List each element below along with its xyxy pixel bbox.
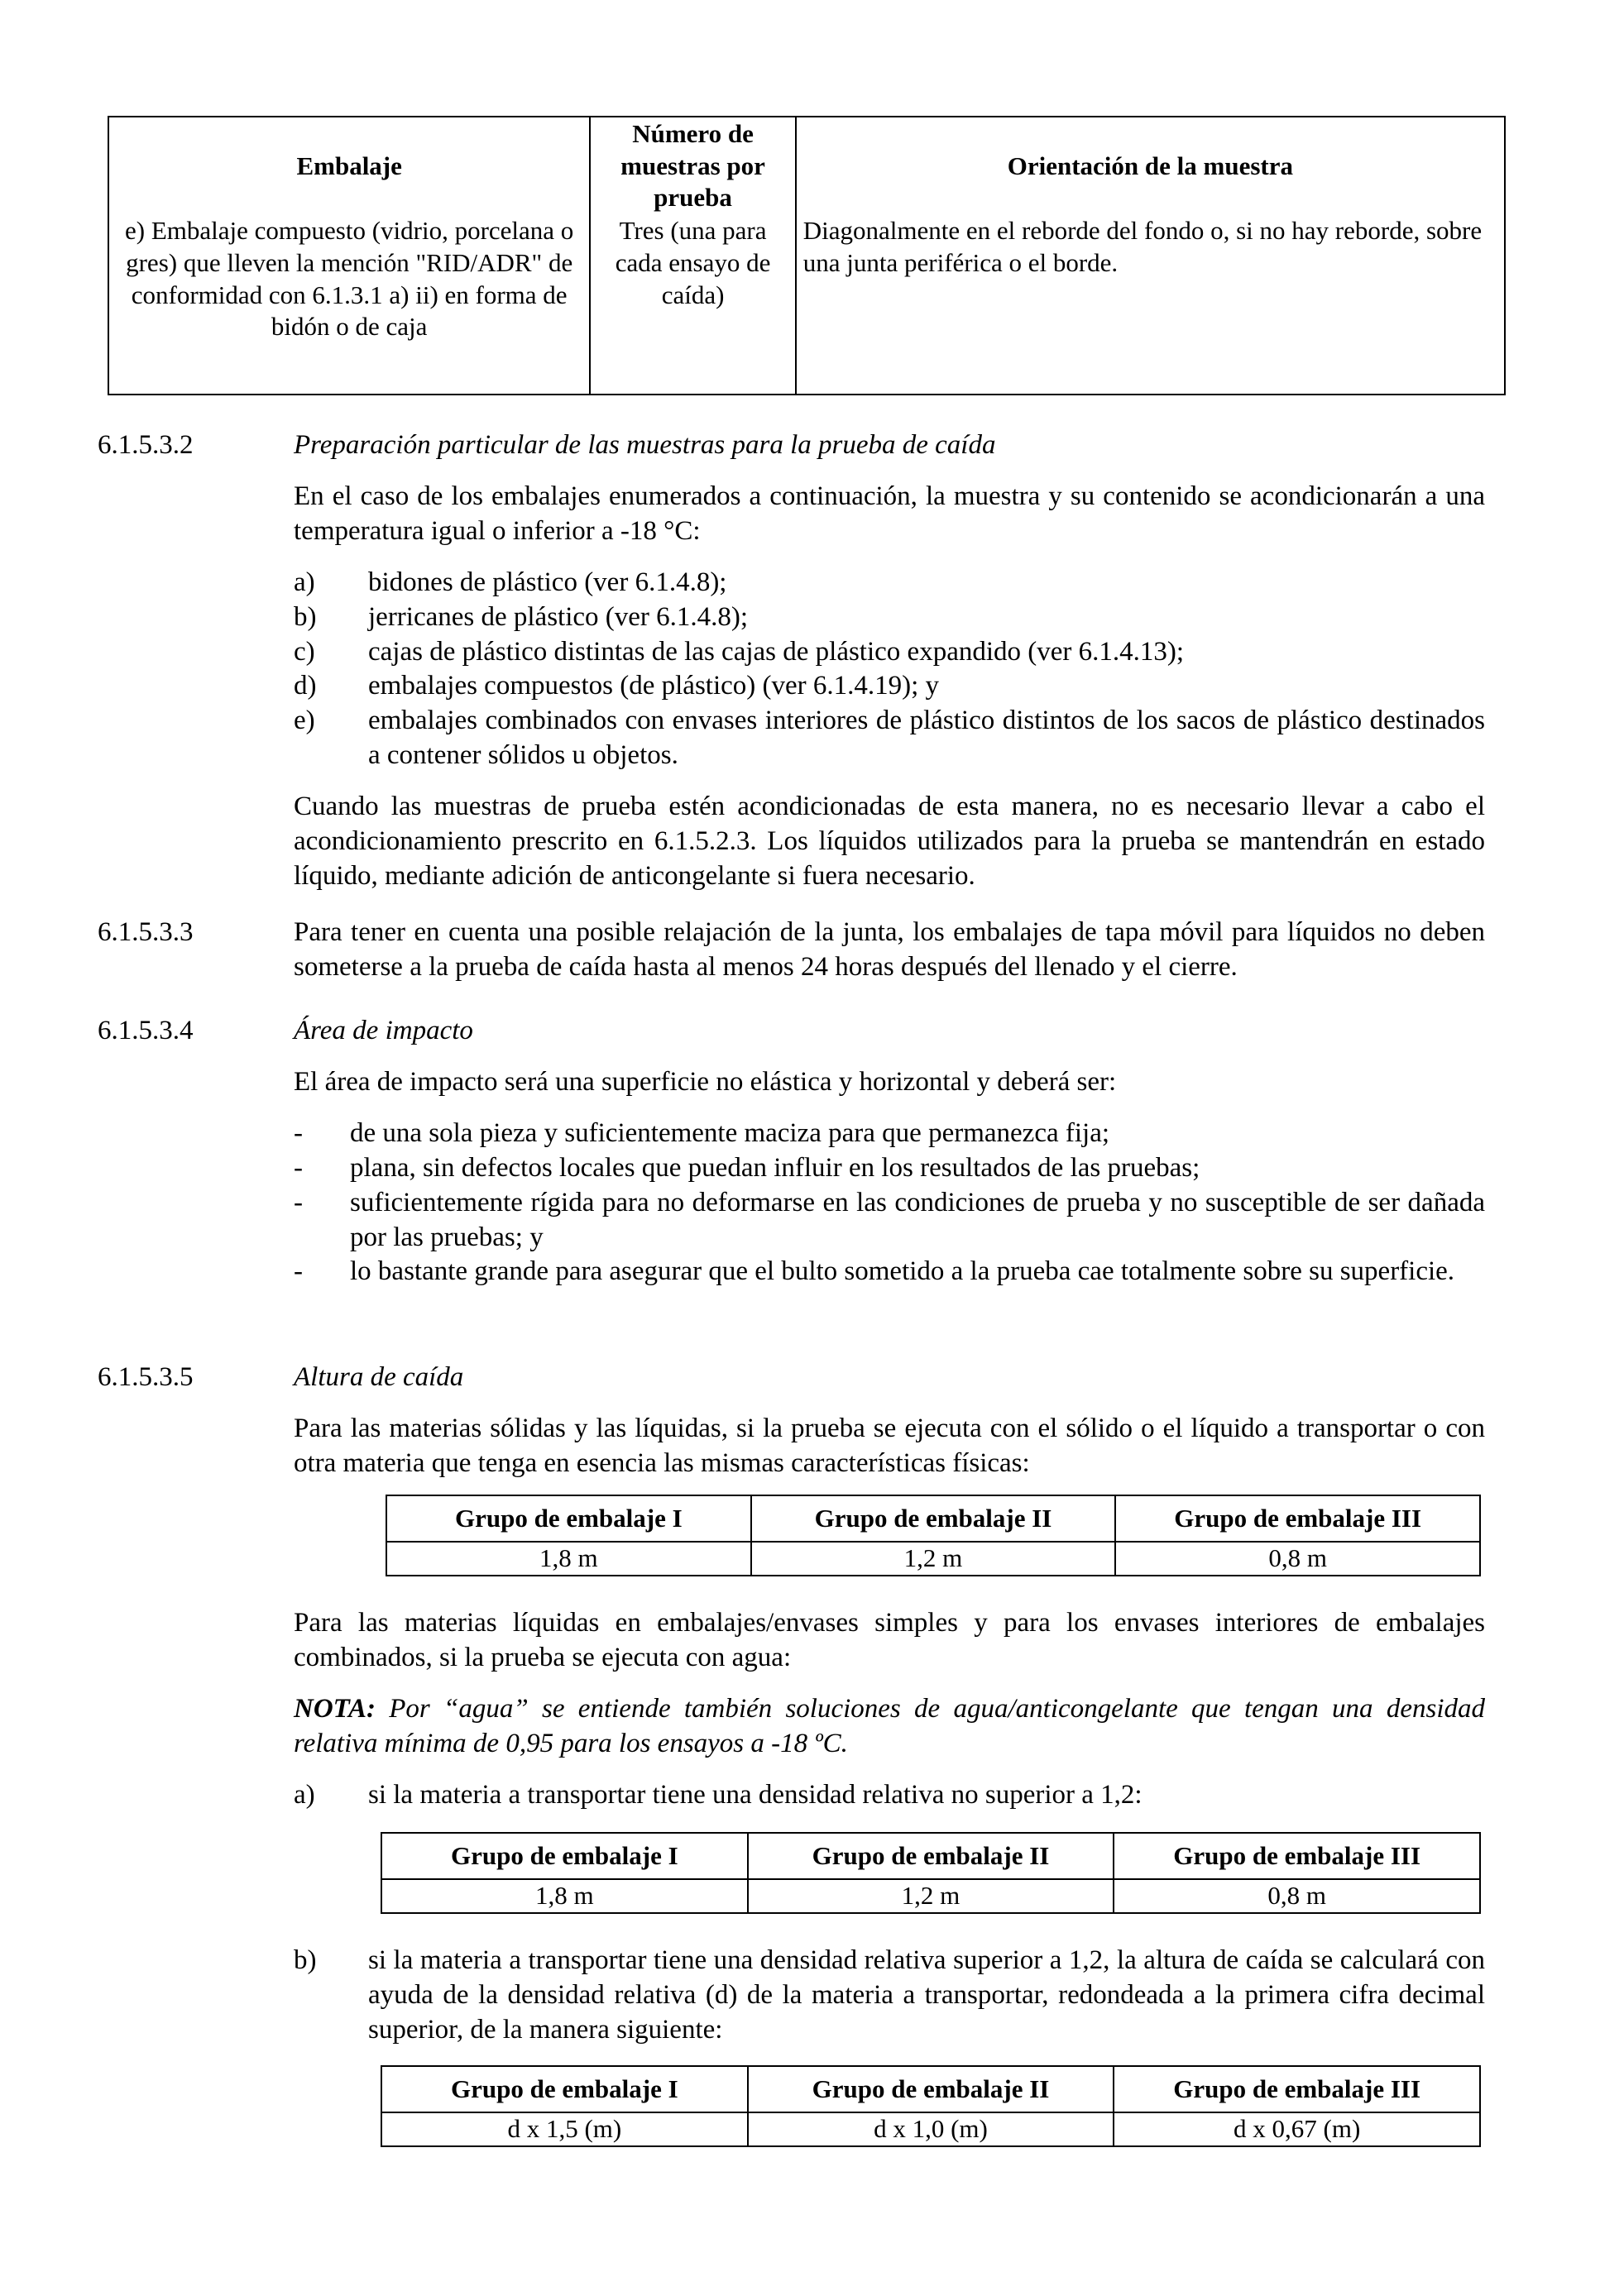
header-group-iii: Grupo de embalaje III <box>1115 1495 1480 1542</box>
lettered-list <box>294 1778 1485 1813</box>
cell-group-ii: d x 1,0 (m) <box>748 2112 1114 2146</box>
list-item: b) jerricanes de plástico (ver 6.1.4.8); <box>294 601 749 632</box>
header-group-ii: Grupo de embalaje II <box>751 1495 1116 1542</box>
list-item: - lo bastante grande para asegurar que el bulto sometido a la prueba cae totalmente sobre su superficie. <box>294 1256 1455 1287</box>
dash-list <box>294 1117 1485 1290</box>
cell-packaging: e) Embalaje compuesto (vidrio, porcelana o gres) que lleven la mención "RID/ADR" de conformidad con 6.1.3.1 a) ii) en forma de bidón o de caja <box>108 215 590 395</box>
section-content <box>294 1606 1485 1813</box>
list-item: e) embalajes combinados con envases interiores de plástico distintos de los sacos de plástico destinados a contener sólidos u objetos. <box>294 706 1485 771</box>
lettered-list <box>294 1944 1485 2048</box>
header-group-i: Grupo de embalaje I <box>381 1833 748 1879</box>
table-header-row <box>381 1833 1480 1879</box>
header-group-iii: Grupo de embalaje III <box>1114 1833 1480 1879</box>
cell-group-i: 1,8 m <box>386 1542 751 1576</box>
header-group-iii: Grupo de embalaje III <box>1114 2066 1480 2112</box>
header-group-i: Grupo de embalaje I <box>386 1495 751 1542</box>
note <box>294 1692 1485 1762</box>
table-header-row <box>381 2066 1480 2112</box>
cell-group-ii: 1,2 m <box>751 1542 1116 1576</box>
header-group-ii: Grupo de embalaje II <box>748 1833 1114 1879</box>
cell-group-i: 1,8 m <box>381 1879 748 1913</box>
paragraph: Para tener en cuenta una posible relajación de la junta, los embalajes de tapa móvil para líquidos no deben someterse a la prueba de caída hasta al menos 24 horas después del llenado y el cierre. <box>294 917 1485 982</box>
table-row <box>381 1879 1480 1913</box>
list-item: - suficientemente rígida para no deformarse en las condiciones de prueba y no susceptible de ser dañada por las pruebas; y <box>294 1187 1485 1252</box>
paragraph: Para las materias sólidas y las líquidas, si la prueba se ejecuta con el sólido o el líquido a transportar o con otra materia que tenga en esencia las mismas características físicas: <box>294 1413 1485 1478</box>
section-number: 6.1.5.3.5 <box>98 1362 194 1392</box>
table-header-row <box>386 1495 1480 1542</box>
list-item: d) embalajes compuestos (de plástico) (ver 6.1.4.19); y <box>294 671 940 701</box>
header-packaging: Embalaje <box>108 117 590 215</box>
section-title: Altura de caída <box>294 1362 464 1392</box>
table-row <box>108 215 1505 395</box>
list-item: a) bidones de plástico (ver 6.1.4.8); <box>294 567 727 597</box>
drop-height-table-1 <box>386 1495 1481 1576</box>
drop-height-table-2 <box>381 1832 1481 1914</box>
drop-height-table-3 <box>381 2065 1481 2147</box>
note-label: NOTA: <box>294 1693 376 1724</box>
cell-orientation: Diagonalmente en el reborde del fondo o, si no hay reborde, sobre una junta periférica o el borde. <box>796 215 1505 395</box>
sample-orientation-table <box>108 116 1506 395</box>
list-item: a) si la materia a transportar tiene una densidad relativa no superior a 1,2: <box>294 1779 1143 1810</box>
cell-group-iii: 0,8 m <box>1114 1879 1480 1913</box>
header-group-i: Grupo de embalaje I <box>381 2066 748 2112</box>
cell-samples: Tres (una para cada ensayo de caída) <box>590 215 795 395</box>
header-group-ii: Grupo de embalaje II <box>748 2066 1114 2112</box>
cell-group-i: d x 1,5 (m) <box>381 2112 748 2146</box>
cell-group-iii: d x 0,67 (m) <box>1114 2112 1480 2146</box>
list-item: - de una sola pieza y suficientemente maciza para que permanezca fija; <box>294 1117 1110 1148</box>
cell-group-iii: 0,8 m <box>1115 1542 1480 1576</box>
table-row <box>381 2112 1480 2146</box>
header-orientation: Orientación de la muestra <box>796 117 1505 215</box>
section-content <box>294 428 1485 894</box>
paragraph: El área de impacto será una superficie no elástica y horizontal y deberá ser: <box>294 1066 1117 1097</box>
section-number: 6.1.5.3.3 <box>98 917 194 947</box>
section-title: Área de impacto <box>294 1016 473 1045</box>
list-item: b) si la materia a transportar tiene una densidad relativa superior a 1,2, la altura de caída se calculará con ayuda de la densidad relativa (d) de la materia a transportar, redondeada a la primera cifra decimal superior, de la manera siguiente: <box>294 1945 1485 2045</box>
paragraph: En el caso de los embalajes enumerados a continuación, la muestra y su contenido se acondicionarán a una temperatura igual o inferior a -18 °C: <box>294 481 1485 546</box>
header-samples: Número de muestras por prueba <box>590 117 795 215</box>
lettered-list <box>294 566 1485 773</box>
section-content <box>294 916 1485 985</box>
list-item: - plana, sin defectos locales que puedan influir en los resultados de las pruebas; <box>294 1152 1200 1183</box>
section-content <box>294 1944 1485 2048</box>
table-row <box>386 1542 1480 1576</box>
paragraph: Para las materias líquidas en embalajes/envases simples y para los envases interiores de embalajes combinados, si la prueba se ejecuta con agua: <box>294 1608 1485 1672</box>
table-header-row <box>108 117 1505 215</box>
paragraph: Cuando las muestras de prueba estén acondicionadas de esta manera, no es necesario llevar a cabo el acondicionamiento prescrito en 6.1.5.2.3. Los líquidos utilizados para la prueba se mantendrán en estado líquido, mediante adición de anticongelante si fuera necesario. <box>294 792 1485 891</box>
note-text: Por “agua” se entiende también soluciones de agua/anticongelante que tengan una densidad relativa mínima de 0,95 para los ensayos a -18 ºC. <box>294 1693 1485 1758</box>
section-title: Preparación particular de las muestras para la prueba de caída <box>294 430 996 460</box>
section-number: 6.1.5.3.2 <box>98 430 194 460</box>
cell-group-ii: 1,2 m <box>748 1879 1114 1913</box>
section-content <box>294 1014 1485 1289</box>
list-item: c) cajas de plástico distintas de las cajas de plástico expandido (ver 6.1.4.13); <box>294 636 1185 667</box>
section-number: 6.1.5.3.4 <box>98 1016 194 1045</box>
section-content <box>294 1361 1485 1481</box>
